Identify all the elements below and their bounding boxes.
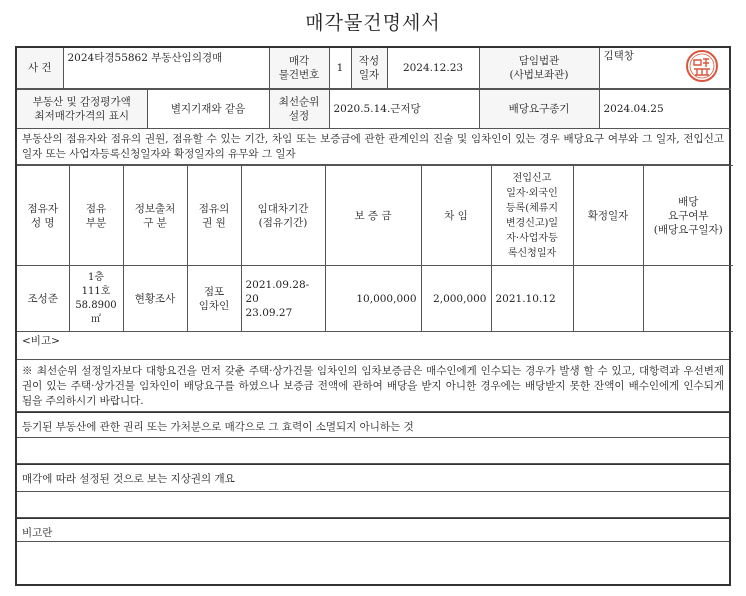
judge-value: 김택창 — [603, 50, 634, 62]
col-move-in-date: 전입신고 일자·외국인 등록(체류지 변경신고)일 자·사업자등 록신청일자 — [491, 166, 573, 266]
occupant-name: 조성준 — [17, 266, 69, 332]
case-value: 2024타경55862 부동산임의경매 — [63, 48, 269, 89]
col-occupancy-right: 점유의 권 원 — [187, 166, 241, 266]
appraisal-value: 별지기재와 같음 — [147, 90, 269, 129]
section-surface-rights: 매각에 따라 설정된 것으로 보는 지상권의 개요 — [17, 464, 729, 492]
col-deposit: 보 증 금 — [325, 166, 421, 266]
document-title: 매각물건명세서 — [305, 12, 441, 34]
col-lease-period: 임대차기간 (점유기간) — [241, 166, 325, 266]
occupancy-right: 점포 임차인 — [187, 266, 241, 332]
occupancy-notice: 부동산의 점유자와 점유의 권원, 점유할 수 있는 기간, 차임 또는 보증금에 관한 관계인의 진술 및 임차인이 있는 경우 배당요구 여부와 그 일자, 전입신고일자 또는 사업자등록신청일자와 확정일자의 유무와 그 일자 — [17, 129, 729, 165]
occupied-part: 1층 111호 58.8900 ㎡ — [69, 266, 123, 332]
deadline-value: 2024.04.25 — [599, 90, 731, 129]
dividend-request — [643, 266, 733, 332]
official-seal-icon — [685, 49, 719, 87]
priority-value: 2020.5.14.근저당 — [329, 90, 479, 129]
col-dividend-request: 배당 요구여부 (배당요구일자) — [643, 166, 733, 266]
col-rent: 차 임 — [421, 166, 491, 266]
judge-cell — [599, 48, 731, 89]
sale-statement-document — [15, 46, 731, 586]
fixed-date — [573, 266, 643, 332]
rent-amount: 2,000,000 — [421, 266, 491, 332]
header-table — [17, 48, 731, 89]
item-no-value: 1 — [329, 48, 351, 89]
section-notes: 비고란 — [17, 518, 729, 542]
col-info-source: 정보출처 구 분 — [123, 166, 187, 266]
surface-rights-content — [17, 492, 729, 518]
col-occupant-name: 점유자 성 명 — [17, 166, 69, 266]
judge-label: 담임법관 (사법보좌관) — [479, 48, 599, 89]
lease-period: 2021.09.28-20 23.09.27 — [241, 266, 325, 332]
col-occupied-part: 점유 부분 — [69, 166, 123, 266]
occupancy-table — [17, 165, 733, 332]
warning-notice: ※ 최선순위 설정일자보다 대항요건을 먼저 갖춘 주택·상가건물 임차인의 임차보증금은 매수인에게 인수되는 경우가 발생 할 수 있고, 대항력과 우선변제권이 있는 주택·상가건물 임차인이 배당요구를 하였으나 보증금 전액에 관하여 배당을 받지 아니한 경우에는 배당받지 못한 잔액이 배수인에게 인수되게 됨을 주의하시기 바랍니다. — [17, 360, 729, 412]
appraisal-table — [17, 89, 731, 129]
notes-content — [17, 542, 729, 564]
priority-label: 최선순위 설정 — [269, 90, 329, 129]
registered-rights-content — [17, 438, 729, 464]
section-registered-rights: 등기된 부동산에 관한 권리 또는 가처분으로 매각으로 그 효력이 소멸되지 아니하는 것 — [17, 412, 729, 438]
item-no-label: 매각 물건번호 — [269, 48, 329, 89]
info-source: 현황조사 — [123, 266, 187, 332]
deadline-label: 배당요구종기 — [479, 90, 599, 129]
remarks-label: <비고> — [17, 332, 729, 360]
col-fixed-date: 확정일자 — [573, 166, 643, 266]
occupancy-header-row — [17, 166, 733, 266]
table-row — [17, 266, 733, 332]
case-label: 사 건 — [17, 48, 63, 89]
move-in-date: 2021.10.12 — [491, 266, 573, 332]
deposit-amount: 10,000,000 — [325, 266, 421, 332]
created-label: 작성 일자 — [351, 48, 387, 89]
appraisal-label: 부동산 및 감정평가액 최저매각가격의 표시 — [17, 90, 147, 129]
created-value: 2024.12.23 — [387, 48, 479, 89]
